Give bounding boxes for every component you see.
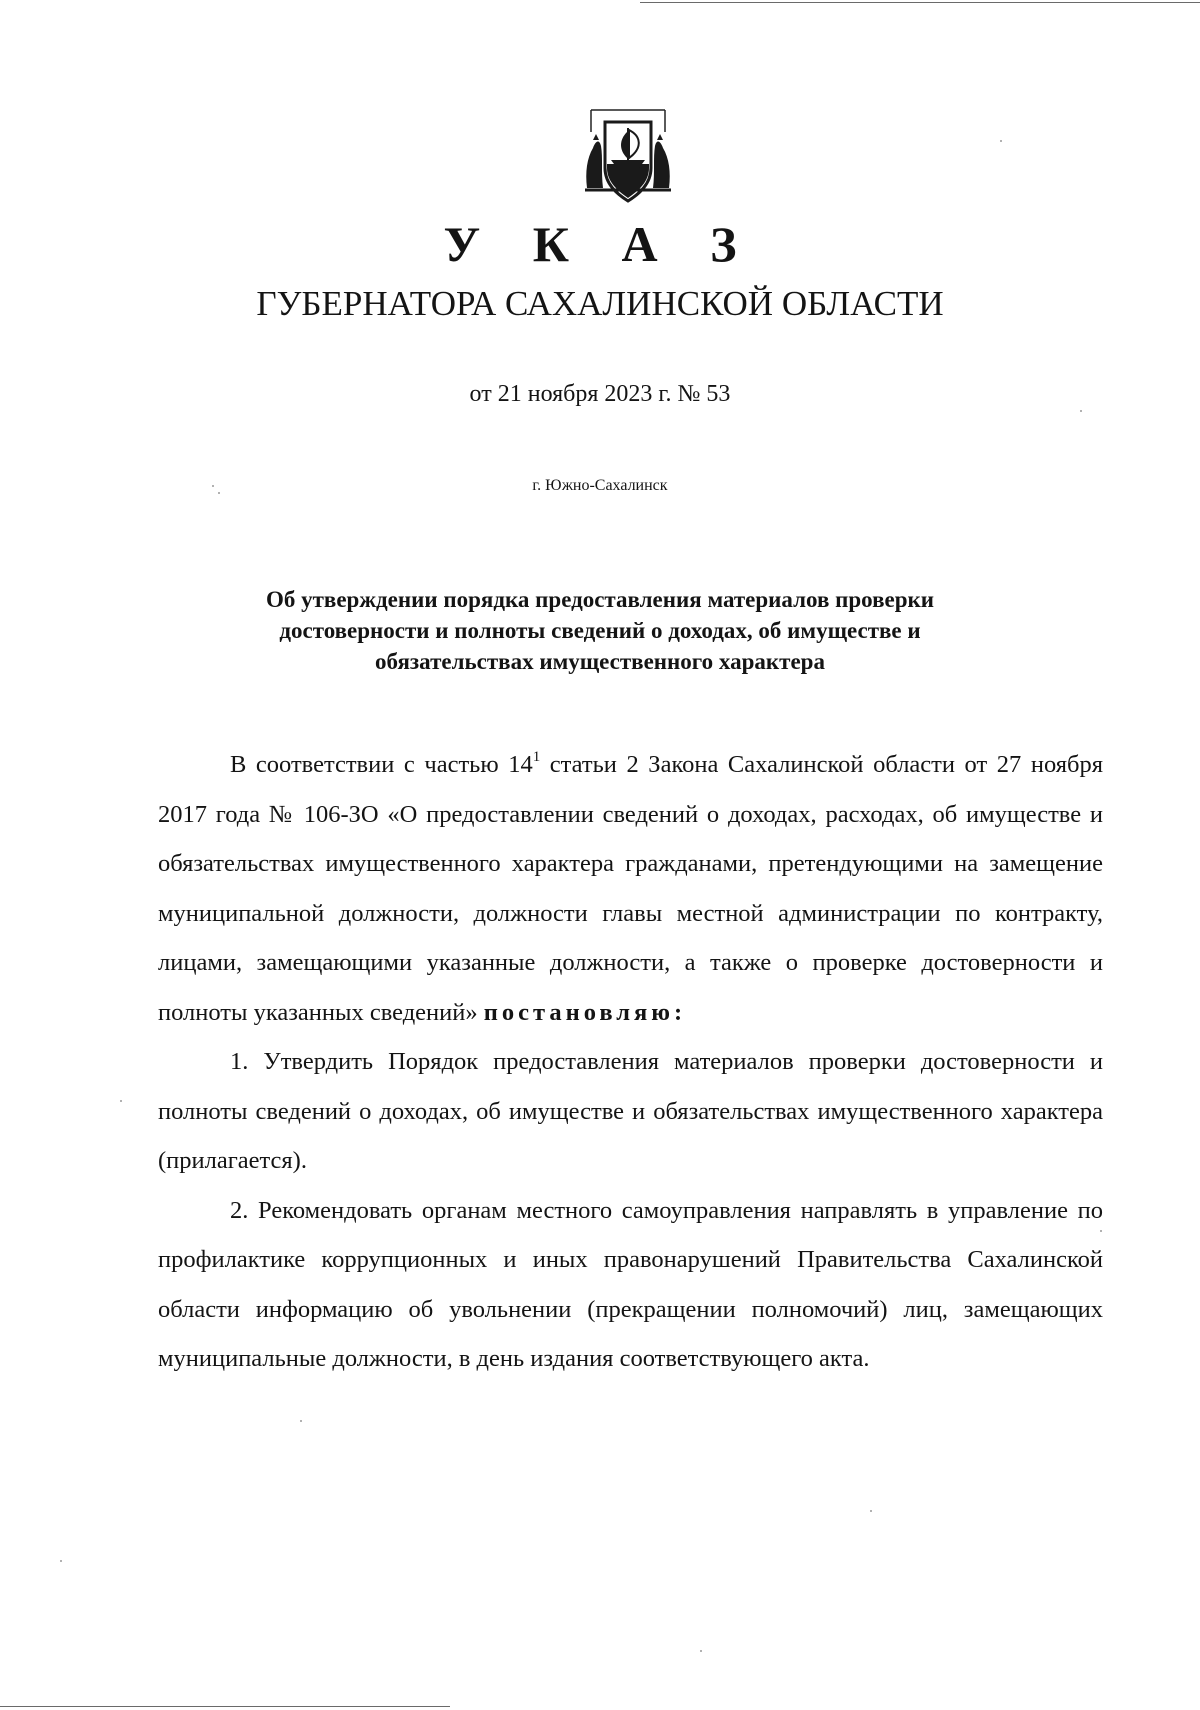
scan-speck (700, 1650, 702, 1652)
scan-speck (870, 1510, 872, 1512)
document-date-number: от 21 ноября 2023 г. № 53 (469, 381, 731, 407)
clause-2-paragraph: 2. Рекомендовать органам местного самоуправления направлять в управление по профилактике коррупционных и иных правонарушений Правительства Сахалинской области информацию об увольнении (прекращении полномочий) лиц, замещающих муниципальные должности, в день издания соответствующего акта. (158, 1196, 1103, 1372)
heading-line: достоверности и полноты сведений о доходах, об имуществе и (279, 618, 921, 643)
scan-speck (1080, 410, 1082, 412)
clause-1-paragraph: 1. Утвердить Порядок предоставления материалов проверки достоверности и полноты сведений о доходах, об имуществе и обязательствах имущественного характера (прилагается). (158, 1048, 1103, 1174)
preamble-superscript: 1 (532, 749, 541, 765)
issuer-title: ГУБЕРНАТОРА САХАЛИНСКОЙ ОБЛАСТИ (256, 284, 944, 323)
sakhalin-coat-of-arms-icon (583, 106, 673, 206)
preamble-text-start: В соответствии с частью 14 (230, 751, 533, 778)
document-city: г. Южно-Сахалинск (532, 477, 668, 494)
scan-speck (60, 1560, 62, 1562)
scan-speck (300, 1420, 302, 1422)
resolving-word: постановляю: (483, 998, 687, 1026)
preamble-text: статьи 2 Закона Сахалинской области от 27 ноября 2017 года № 106-ЗО «О предоставлении сведений о доходах, расходах, об имуществе и обязательствах имущественного характера гражданами, претендующими на замещение муниципальной должности, должности главы местной администрации по контракту, лицами, замещающими указанные должности, а также о проверке достоверности и полноты указанных сведений» (158, 751, 1103, 1026)
scan-speck (120, 1100, 122, 1102)
scan-edge-top (640, 2, 1200, 3)
document-heading (210, 584, 990, 677)
scan-speck (1000, 140, 1002, 142)
heading-line: Об утверждении порядка предоставления материалов проверки (265, 587, 935, 612)
document-type-title: У К А З (443, 216, 757, 272)
document-body (158, 740, 1103, 1384)
heading-line: обязательствах имущественного характера (375, 649, 825, 674)
preamble-paragraph (158, 740, 1103, 1037)
scan-edge-bottom (0, 1706, 450, 1707)
